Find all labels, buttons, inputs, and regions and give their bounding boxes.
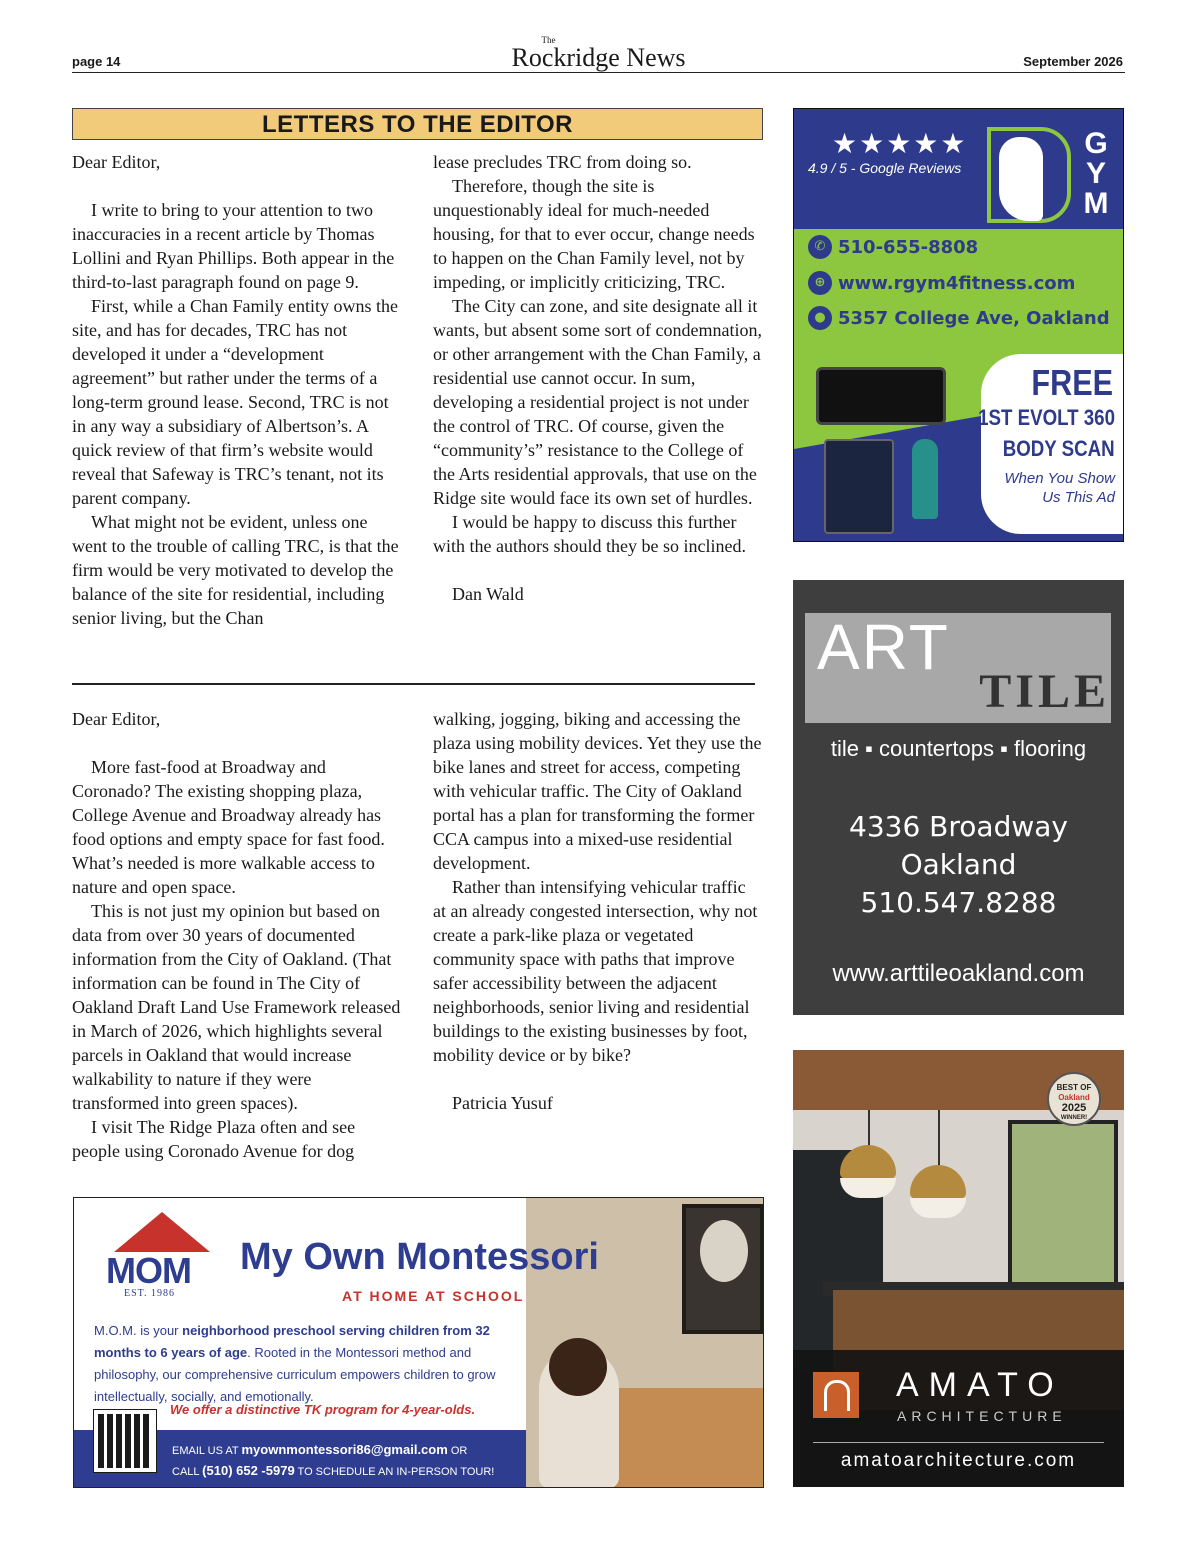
art-wordmark: ART	[817, 611, 950, 683]
art-tile-address: 4336 Broadway Oakland 510.547.8288	[849, 810, 1068, 919]
rating-stars: ★★★★★	[832, 129, 968, 160]
gym-wordmark: G Y M	[1083, 127, 1109, 220]
letter1-column1	[72, 150, 402, 630]
promo-offer-line2: BODY SCAN	[1003, 436, 1115, 461]
letter-signature: Patricia Yusuf	[452, 1093, 553, 1113]
letter-paragraph: I write to bring to your attention to two inaccuracies in a recent article by Thomas Lollini and Ryan Phillips. Both appear in the third-to-last paragraph found on page 9.	[72, 200, 395, 292]
leg-icon	[999, 137, 1043, 221]
globe-icon: ⊕	[808, 271, 832, 295]
tile-wordmark: TILE	[979, 665, 1110, 718]
amato-ad[interactable]	[793, 1050, 1124, 1487]
letter2-column2	[433, 707, 763, 1115]
letter-paragraph: What might not be evident, unless one went to the trouble of calling TRC, is that the firm would be very motivated to develop the balance of the site for residential, including senior living, but the Chan	[72, 512, 399, 628]
amato-logo-icon	[813, 1372, 859, 1418]
promo-free: FREE	[1031, 362, 1113, 403]
amato-name: AMATO	[896, 1366, 1064, 1404]
scanner-screen	[816, 367, 946, 425]
child-hair	[549, 1338, 607, 1396]
art-tile-website[interactable]: www.arttileoakland.com	[832, 960, 1085, 987]
rating-text: 4.9 / 5 - Google Reviews	[808, 160, 962, 176]
letter-paragraph: lease precludes TRC from doing so.	[433, 152, 692, 172]
letter-signature: Dan Wald	[452, 584, 524, 604]
contact-email[interactable]: myownmontessori86@gmail.com	[241, 1442, 448, 1457]
mom-logo: MOM	[106, 1250, 191, 1291]
amato-rule	[813, 1442, 1104, 1443]
established-year: EST. 1986	[124, 1288, 176, 1299]
page-number: page 14	[72, 54, 121, 69]
pendant-cord	[938, 1110, 940, 1170]
scan-results-tablet	[824, 439, 894, 534]
header-rule	[72, 72, 1125, 73]
phone-icon: ✆	[808, 235, 832, 259]
masthead-title: Rockridge News	[511, 43, 686, 72]
art-tile-ad[interactable]	[793, 580, 1124, 1015]
promo-condition: When You Show Us This Ad	[1004, 470, 1115, 506]
qr-code-icon[interactable]	[94, 1410, 156, 1472]
gym-phone[interactable]: ✆ 510-655-8808	[808, 235, 978, 259]
letter-paragraph: This is not just my opinion but based on data from over 30 years of documented information from the City of Oakland. (That information can be found in The City of Oakland Draft Land Use Framework released in March of 2026, which highlights several parcels in Oakland that would increase walkability to nature if they were transformed into green spaces).	[72, 901, 401, 1113]
letter-paragraph: walking, jogging, biking and accessing the plaza using mobility devices. Yet they use the bike lanes and street for access, competing with vehicular traffic. The City of Oakland portal has a plan for transforming the former CCA campus into a mixed-use residential development.	[433, 709, 762, 873]
masthead-the: The	[541, 35, 556, 45]
contact-phone[interactable]: (510) 652 -5979	[202, 1463, 295, 1478]
best-of-badge: BEST OF Oakland 2025 WINNER!	[1047, 1072, 1101, 1126]
tk-program-note: We offer a distinctive TK program for 4-year-olds.	[170, 1402, 476, 1417]
montessori-title: My Own Montessori	[240, 1236, 599, 1278]
location-pin-icon: ●	[808, 306, 832, 330]
letter2-column1	[72, 707, 402, 1163]
montessori-ad[interactable]	[73, 1197, 764, 1488]
art-tile-tagline: tile ▪ countertops ▪ flooring	[830, 736, 1087, 761]
masthead	[0, 36, 1197, 71]
learning-materials-shelf	[614, 1388, 764, 1488]
gym-website[interactable]: ⊕ www.rgym4fitness.com	[808, 271, 1075, 295]
pendant-cord	[868, 1110, 870, 1150]
letter-paragraph: I would be happy to discuss this further with the authors should they be so inclined.	[433, 512, 746, 556]
letter-paragraph: Therefore, though the site is unquestionably ideal for much-needed housing, for that to ever occur, change needs to happen on the Chan Family level, not by impeding, or implicitly criticizing, TRC.	[433, 176, 755, 292]
letter1-column2	[433, 150, 763, 606]
montessori-subtitle: AT HOME AT SCHOOL	[342, 1288, 525, 1304]
issue-date: September 2026	[1023, 54, 1123, 69]
roof-icon	[114, 1212, 210, 1252]
letter-paragraph: More fast-food at Broadway and Coronado? The existing shopping plaza, College Avenue and Broadway already has food options and empty space for fast food. What’s needed is more walkable access to nature and open space.	[72, 757, 385, 897]
gym-address: ● 5357 College Ave, Oakland	[808, 306, 1110, 330]
body-scan-figure	[912, 439, 938, 519]
promo-offer-line1: 1ST EVOLT 360	[978, 405, 1115, 430]
letter-paragraph: Rather than intensifying vehicular traffic at an already congested intersection, why not create a park-like plaza or vegetated community space with paths that improve safer accessibility between the adjacent neighborhoods, senior living and residential buildings to the existing businesses by foot, mobility device or by bike?	[433, 877, 758, 1065]
montessori-description: M.O.M. is your neighborhood preschool serving children from 32 months to 6 years of age. Rooted in the Montessori method and philosophy, our comprehensive curriculum empowers children to grow intellectually, socially, and emotionally.	[94, 1323, 496, 1404]
letter-salutation: Dear Editor,	[72, 709, 161, 729]
letter-salutation: Dear Editor,	[72, 152, 161, 172]
section-title: LETTERS TO THE EDITOR	[72, 108, 763, 140]
gym-ad[interactable]	[793, 108, 1124, 542]
amato-website[interactable]: amatoarchitecture.com	[840, 1450, 1077, 1471]
letter-paragraph: I visit The Ridge Plaza often and see people using Coronado Avenue for dog	[72, 1117, 356, 1161]
portrait-face	[700, 1220, 748, 1282]
amato-subtitle: ARCHITECTURE	[897, 1408, 1067, 1424]
contact-info: EMAIL US AT myownmontessori86@gmail.com OR CALL (510) 652 -5979 TO SCHEDULE AN IN-PERSON TOUR!	[172, 1442, 495, 1478]
letter-paragraph: The City can zone, and site designate all it wants, but absent some sort of condemnation, or other arrangement with the Chan Family, a residential use cannot occur. In sum, developing a residential project is not under the control of TRC. Of course, given the “community’s” resistance to the College of the Arts residential approvals, that use on the Ridge site would face its own set of hurdles.	[433, 296, 762, 508]
letters-divider	[72, 683, 755, 685]
letter-paragraph: First, while a Chan Family entity owns the site, and has for decades, TRC has not developed it under a “development agreement” but rather under the terms of a long-term ground lease. Second, TRC is not in any way a subsidiary of Albertson’s. A quick review of that firm’s website would reveal that Safeway is TRC’s tenant, not its parent company.	[72, 296, 398, 508]
